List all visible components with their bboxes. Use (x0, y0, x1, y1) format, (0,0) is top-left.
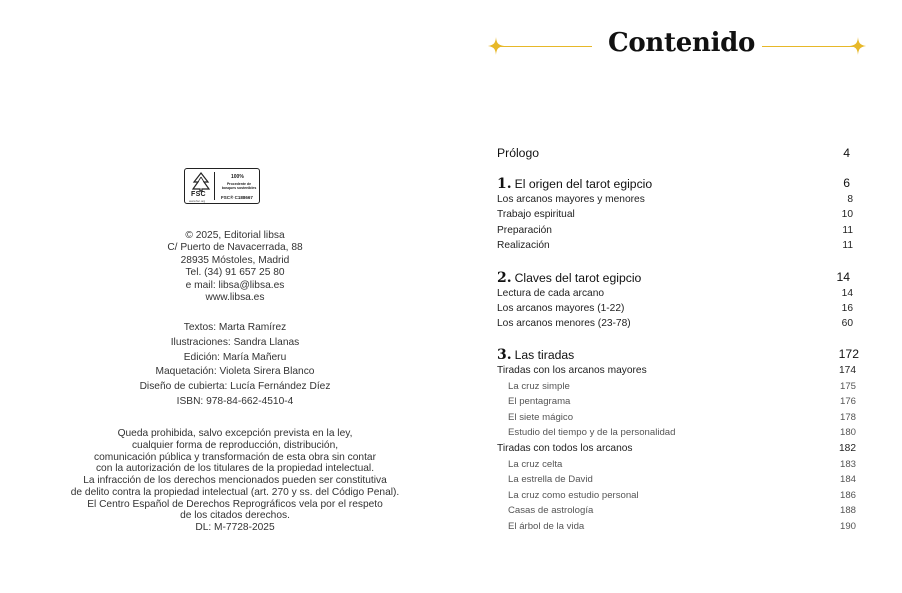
toc-label: El origen del tarot egipcio (514, 177, 653, 191)
toc-page: 6 (843, 176, 850, 190)
sparkle-right-icon (850, 37, 866, 55)
toc-page: 182 (839, 443, 856, 454)
publisher-email: e mail: libsa@libsa.es (185, 279, 285, 291)
toc-label: Realización (497, 240, 550, 251)
toc-label: Lectura de cada arcano (497, 288, 605, 299)
fsc-claim: Procedente de bosques sostenibles (221, 182, 257, 190)
toc-label: Los arcanos mayores (1-22) (497, 303, 625, 314)
fsc-brand: FSC (191, 191, 206, 198)
header-rule-right (762, 46, 856, 47)
fsc-divider (214, 172, 215, 200)
toc-prologo[interactable] (497, 146, 859, 162)
toc-page: 10 (841, 209, 853, 220)
toc-label: La cruz simple (508, 381, 570, 392)
credits (20, 321, 450, 410)
toc-section[interactable] (497, 365, 859, 381)
isbn: ISBN: 978-84-662-4510-4 (176, 395, 294, 407)
toc-page: 190 (839, 521, 856, 532)
toc-subitem[interactable] (497, 381, 859, 397)
toc-chapter-2[interactable] (497, 270, 859, 286)
publisher-line: Tel. (34) 91 657 25 80 (185, 267, 285, 279)
toc-item[interactable] (497, 225, 859, 241)
toc-label: Los arcanos menores (23-78) (497, 318, 631, 329)
toc-item[interactable] (497, 288, 859, 304)
toc-label: Los arcanos mayores y menores (497, 194, 645, 205)
credit-line: Edición: María Mañeru (183, 351, 287, 363)
chapter-number: 3. (497, 347, 512, 363)
toc-item[interactable] (497, 318, 859, 334)
toc-page: 178 (839, 412, 856, 423)
fsc-code: FSC® C188667 (221, 195, 253, 200)
toc-label: Tiradas con los arcanos mayores (497, 365, 647, 376)
legal-line: de los citados derechos. (180, 510, 290, 522)
toc-label: Preparación (497, 225, 552, 236)
publisher-line: © 2025, Editorial libsa (185, 230, 285, 241)
page-title: Contenido (608, 28, 756, 58)
toc-chapter-3[interactable] (497, 347, 859, 363)
toc-subitem[interactable] (497, 427, 859, 443)
legal-line: El Centro Español de Derechos Reprográficos vela por el respeto (87, 498, 383, 510)
legal-line: La infracción de los derechos mencionados pueden ser constitutiva (83, 475, 387, 486)
fsc-logo (184, 168, 260, 204)
toc-page: 11 (842, 225, 853, 236)
credit-line: Textos: Marta Ramírez (183, 322, 287, 333)
toc-label: Trabajo espiritual (497, 209, 575, 220)
toc-item[interactable] (497, 194, 859, 210)
legal-line: comunicación pública y transformación de esta obra sin contar (93, 451, 376, 463)
toc-subitem[interactable] (497, 459, 859, 475)
toc-subitem[interactable] (497, 396, 859, 412)
legal-line: con la autorización de los titulares de la propiedad intelectual. (95, 463, 375, 475)
toc-page: 14 (841, 288, 853, 299)
toc-page: 60 (841, 318, 853, 329)
legal-line: de delito contra la propiedad intelectual (art. 270 y ss. del Código Penal). (70, 486, 400, 498)
toc-label: La estrella de David (508, 474, 593, 485)
credit-line: Ilustraciones: Sandra Llanas (170, 336, 300, 348)
toc-label: El árbol de la vida (508, 521, 585, 532)
toc-page: 188 (839, 505, 856, 516)
toc-subitem[interactable] (497, 505, 859, 521)
toc-subitem[interactable] (497, 521, 859, 537)
legal-line: cualquier forma de reproducción, distribución, (131, 439, 339, 451)
toc-page: 176 (839, 396, 856, 407)
header-rule-left (500, 46, 592, 47)
toc-item[interactable] (497, 240, 859, 256)
fsc-website: www.fsc.org (189, 199, 206, 203)
fsc-percent: 100% (231, 174, 244, 180)
toc-page: 14 (836, 270, 850, 284)
toc-page: 11 (842, 240, 853, 251)
toc-page: 183 (839, 459, 856, 470)
fsc-tree-icon (190, 172, 212, 192)
toc-chapter-1[interactable] (497, 176, 859, 192)
toc-subitem[interactable] (497, 412, 859, 428)
toc-page: 186 (839, 490, 856, 501)
toc-label: Las tiradas (514, 348, 575, 362)
toc-subitem[interactable] (497, 490, 859, 506)
publisher-website: www.libsa.es (205, 292, 265, 304)
toc-page: 16 (841, 303, 853, 314)
chapter-number: 2. (497, 270, 512, 286)
toc-label: Tiradas con todos los arcanos (497, 443, 633, 454)
toc-label: Claves del tarot egipcio (514, 271, 642, 285)
chapter-number: 1. (497, 176, 512, 192)
toc-label: Casas de astrología (508, 505, 594, 516)
toc-label: Prólogo (497, 146, 540, 160)
publisher-line: C/ Puerto de Navacerrada, 88 (167, 242, 303, 254)
toc-item[interactable] (497, 303, 859, 319)
toc-page: 174 (839, 365, 856, 376)
toc-label: La cruz celta (508, 459, 563, 470)
toc-page: 8 (847, 194, 853, 205)
toc-label: El pentagrama (508, 396, 571, 407)
toc-page: 180 (839, 427, 856, 438)
publisher-line: 28935 Móstoles, Madrid (180, 254, 290, 266)
legal-deposit: DL: M-7728-2025 (195, 522, 275, 533)
credit-line: Maquetación: Violeta Sirera Blanco (155, 366, 315, 378)
toc-subitem[interactable] (497, 474, 859, 490)
toc-page: 4 (843, 146, 850, 160)
toc-label: La cruz como estudio personal (508, 490, 639, 501)
toc-section[interactable] (497, 443, 859, 459)
toc-item[interactable] (497, 209, 859, 225)
toc-page: 184 (839, 474, 856, 485)
publisher-info (20, 230, 450, 304)
toc-page: 172 (838, 347, 859, 361)
credit-line: Diseño de cubierta: Lucía Fernández Díez (139, 381, 331, 393)
toc-page: 175 (839, 381, 856, 392)
toc-label: Estudio del tiempo y de la personalidad (508, 427, 676, 438)
legal-notice (20, 428, 450, 534)
toc-label: El siete mágico (508, 412, 574, 423)
legal-line: Queda prohibida, salvo excepción prevista en la ley, (117, 428, 353, 439)
